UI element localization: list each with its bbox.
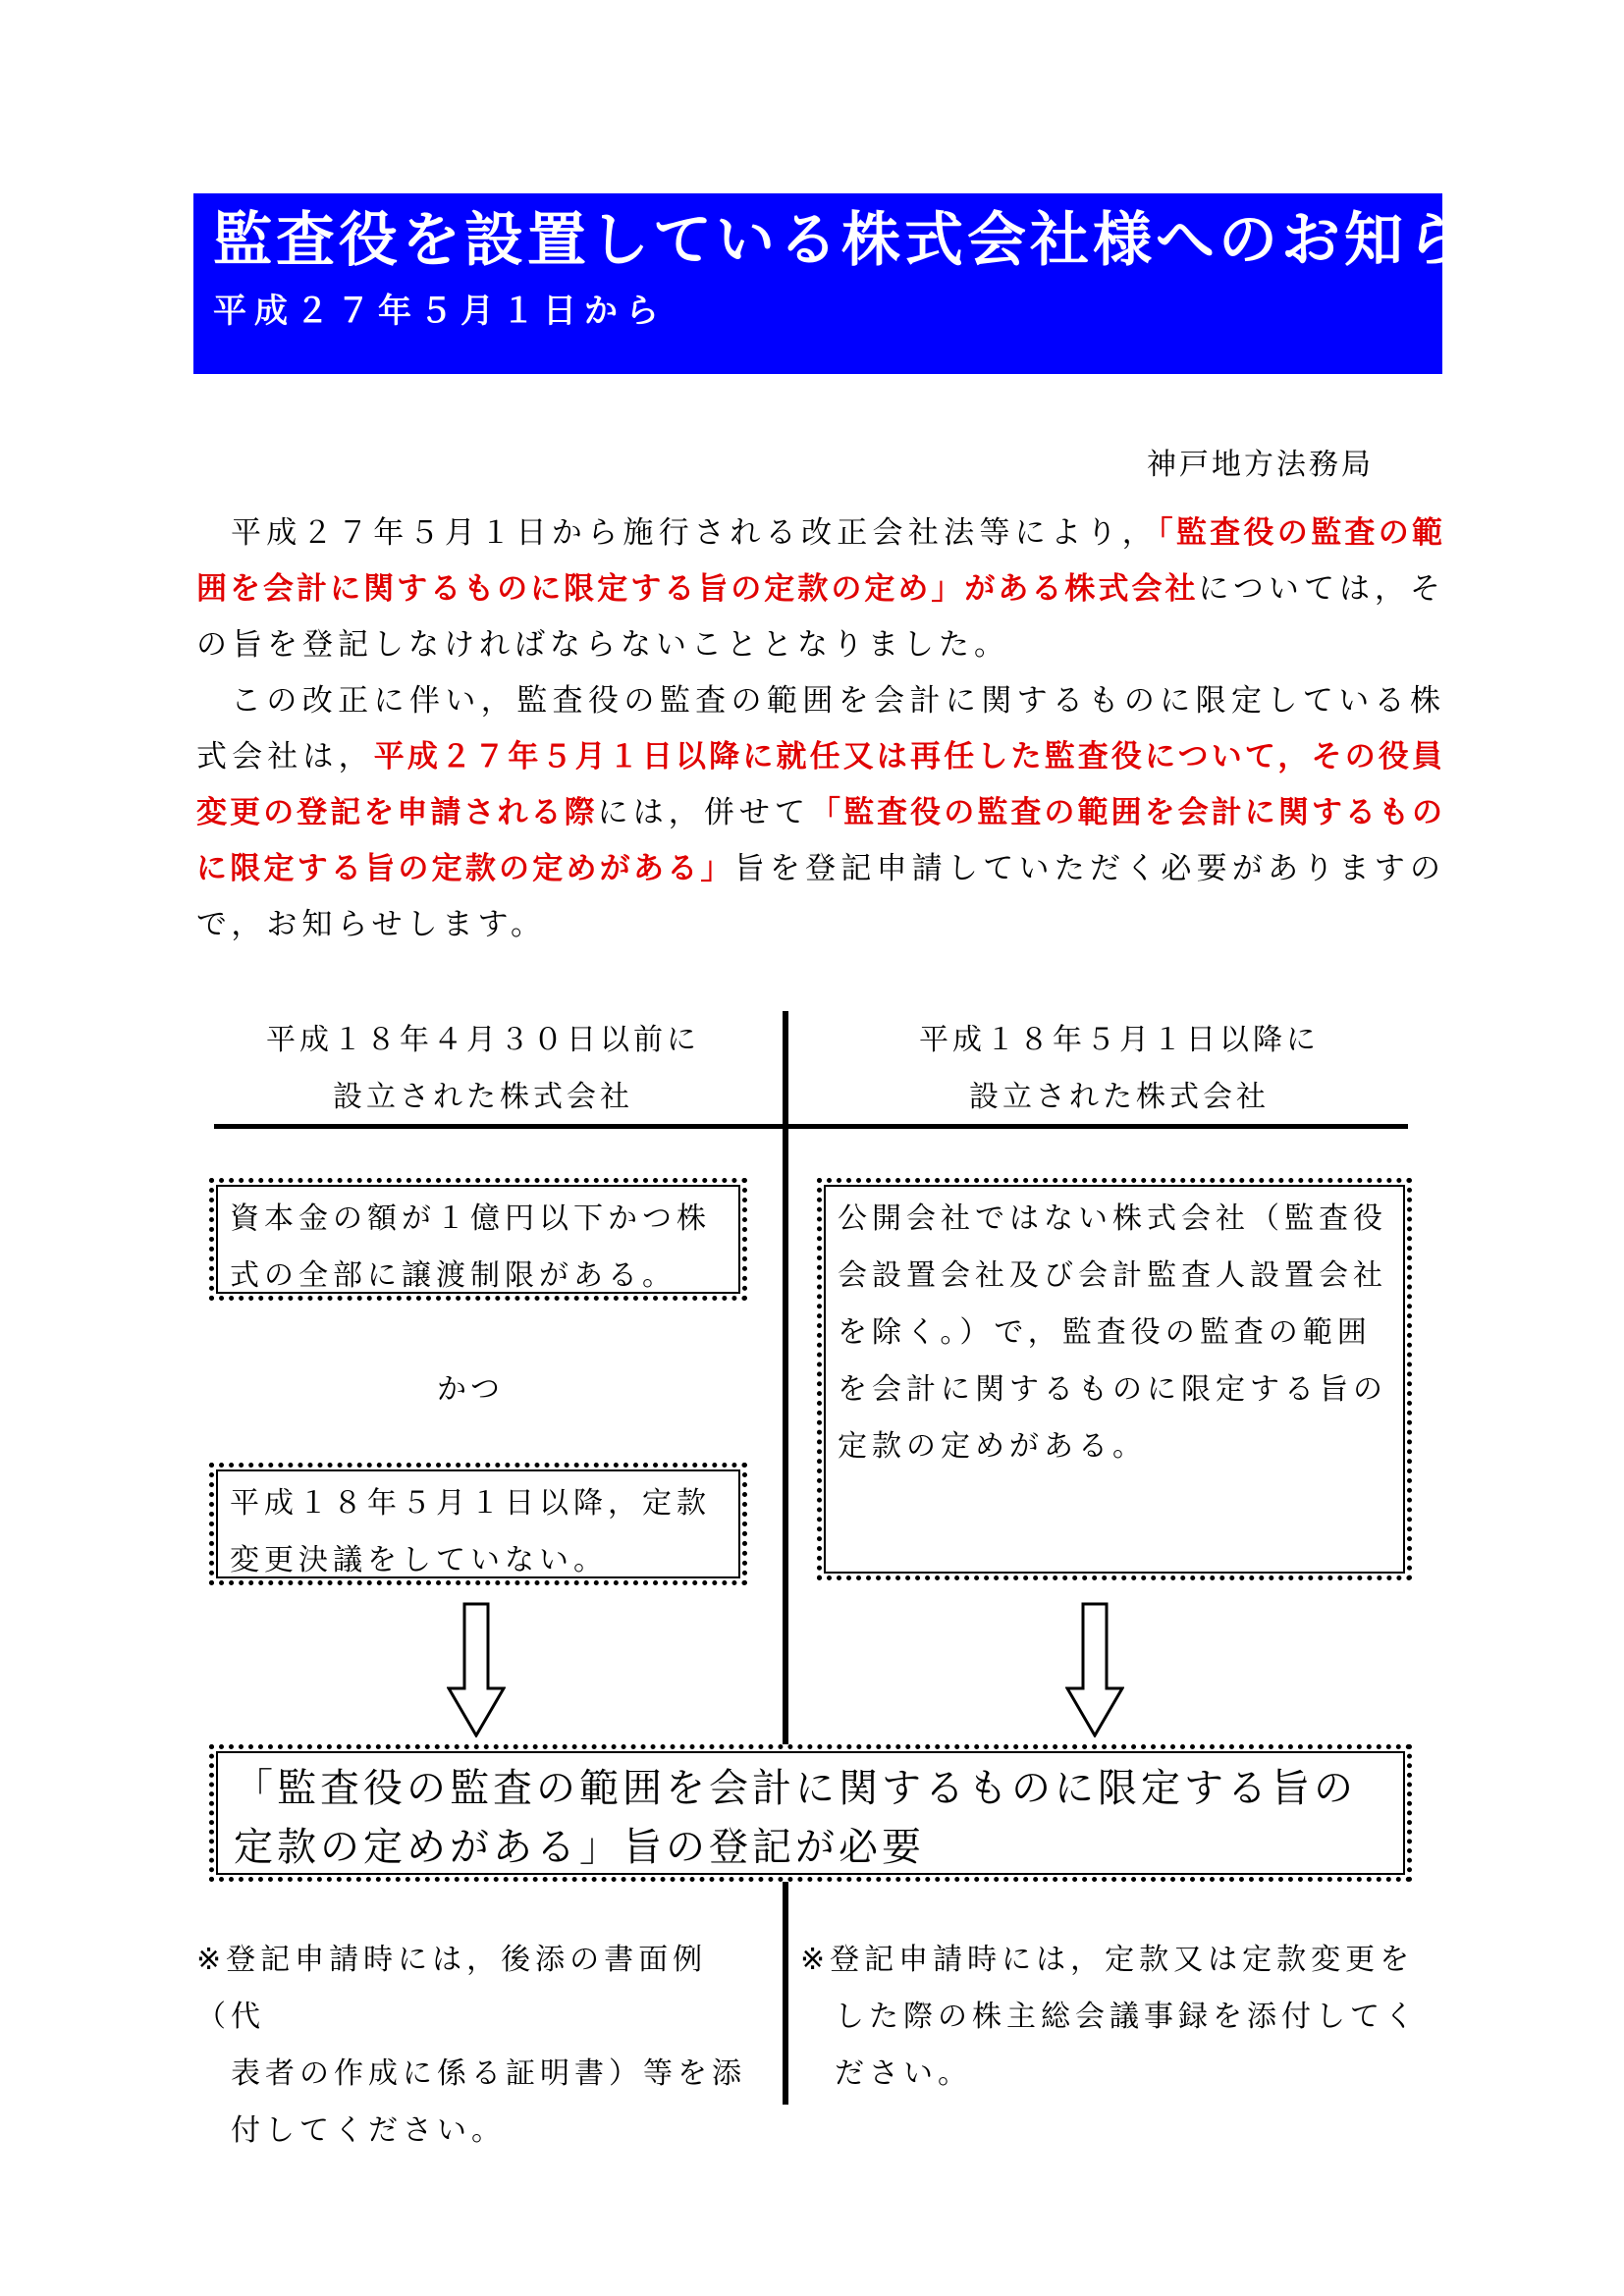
p1-text-a: 平成２７年５月１日から施行される改正会社法等により， bbox=[231, 515, 1159, 551]
left-note bbox=[196, 1932, 771, 2160]
author-office: 神戸地方法務局 bbox=[1147, 448, 1374, 482]
right-column-heading bbox=[815, 1012, 1424, 1126]
p1-text-b: については，その旨を登記しなければならないこととなりました。 bbox=[196, 571, 1445, 663]
left-heading-line2: 設立された株式会社 bbox=[333, 1080, 633, 1114]
p2-text-c: 旨を登記申請していただく必要がありますので，お知らせします。 bbox=[196, 851, 1445, 942]
page-subtitle: 平成２７年５月１日から bbox=[213, 292, 667, 331]
conclusion-line2: 定款の定めがある」旨の登記が必要 bbox=[234, 1825, 925, 1870]
left-column-heading bbox=[214, 1012, 752, 1126]
connector-text: かつ bbox=[437, 1372, 504, 1407]
right-note bbox=[800, 1932, 1448, 2103]
body-text bbox=[196, 506, 1445, 953]
p2-highlight-2: 「監査役の監査の範囲を会計に関するものに限定する旨の定款の定めがある」 bbox=[196, 795, 1446, 886]
p2-text-b: には，併せて bbox=[597, 795, 811, 830]
condition-box-capital: 資本金の額が１億円以下かつ株式の全部に譲渡制限がある。 bbox=[209, 1178, 747, 1301]
paragraph-2 bbox=[196, 673, 1445, 953]
right-heading-line1: 平成１８年５月１日以降に bbox=[919, 1023, 1320, 1057]
down-arrow-icon-right bbox=[1065, 1602, 1124, 1737]
right-note-line2: した際の株主総会議事録を添付してく bbox=[835, 2000, 1419, 2034]
paragraph-1 bbox=[196, 506, 1445, 673]
right-note-line1: ※登記申請時には，定款又は定款変更を bbox=[800, 1943, 1415, 1977]
left-note-line1: ※登記申請時には，後添の書面例（代 bbox=[196, 1943, 708, 2034]
conclusion-box bbox=[209, 1744, 1412, 1882]
condition-box-nonpublic: 公開会社ではない株式会社（監査役会設置会社及び会計監査人設置会社を除く。）で，監査役の監査の範囲を会計に関するものに限定する旨の定款の定めがある。 bbox=[817, 1178, 1412, 1580]
p1-highlight: 「監査役の監査の範囲を会計に関するものに限定する旨の定款の定め」がある株式会社 bbox=[196, 515, 1446, 607]
page-title: 監査役を設置している株式会社様へのお知らせ bbox=[213, 206, 1532, 275]
left-heading-line1: 平成１８年４月３０日以前に bbox=[266, 1023, 700, 1057]
title-banner bbox=[193, 193, 1532, 374]
left-note-line2: 表者の作成に係る証明書）等を添 bbox=[231, 2056, 746, 2091]
right-note-line3: ださい。 bbox=[835, 2056, 972, 2091]
p2-text-a: この改正に伴い，監査役の監査の範囲を会計に関するものに限定している株式会社は， bbox=[196, 683, 1445, 774]
p2-highlight-1: 平成２７年５月１日以降に就任又は再任した監査役について，その役員変更の登記を申請される際 bbox=[196, 739, 1445, 830]
right-heading-line2: 設立された株式会社 bbox=[969, 1080, 1270, 1114]
column-divider bbox=[783, 1011, 788, 2105]
condition-box-no-amendment: 平成１８年５月１日以降，定款変更決議をしていない。 bbox=[209, 1463, 747, 1585]
conclusion-line1: 「監査役の監査の範囲を会計に関するものに限定する旨の bbox=[234, 1766, 1357, 1811]
left-note-line3: 付してください。 bbox=[231, 2113, 506, 2148]
down-arrow-icon-left bbox=[447, 1602, 506, 1737]
